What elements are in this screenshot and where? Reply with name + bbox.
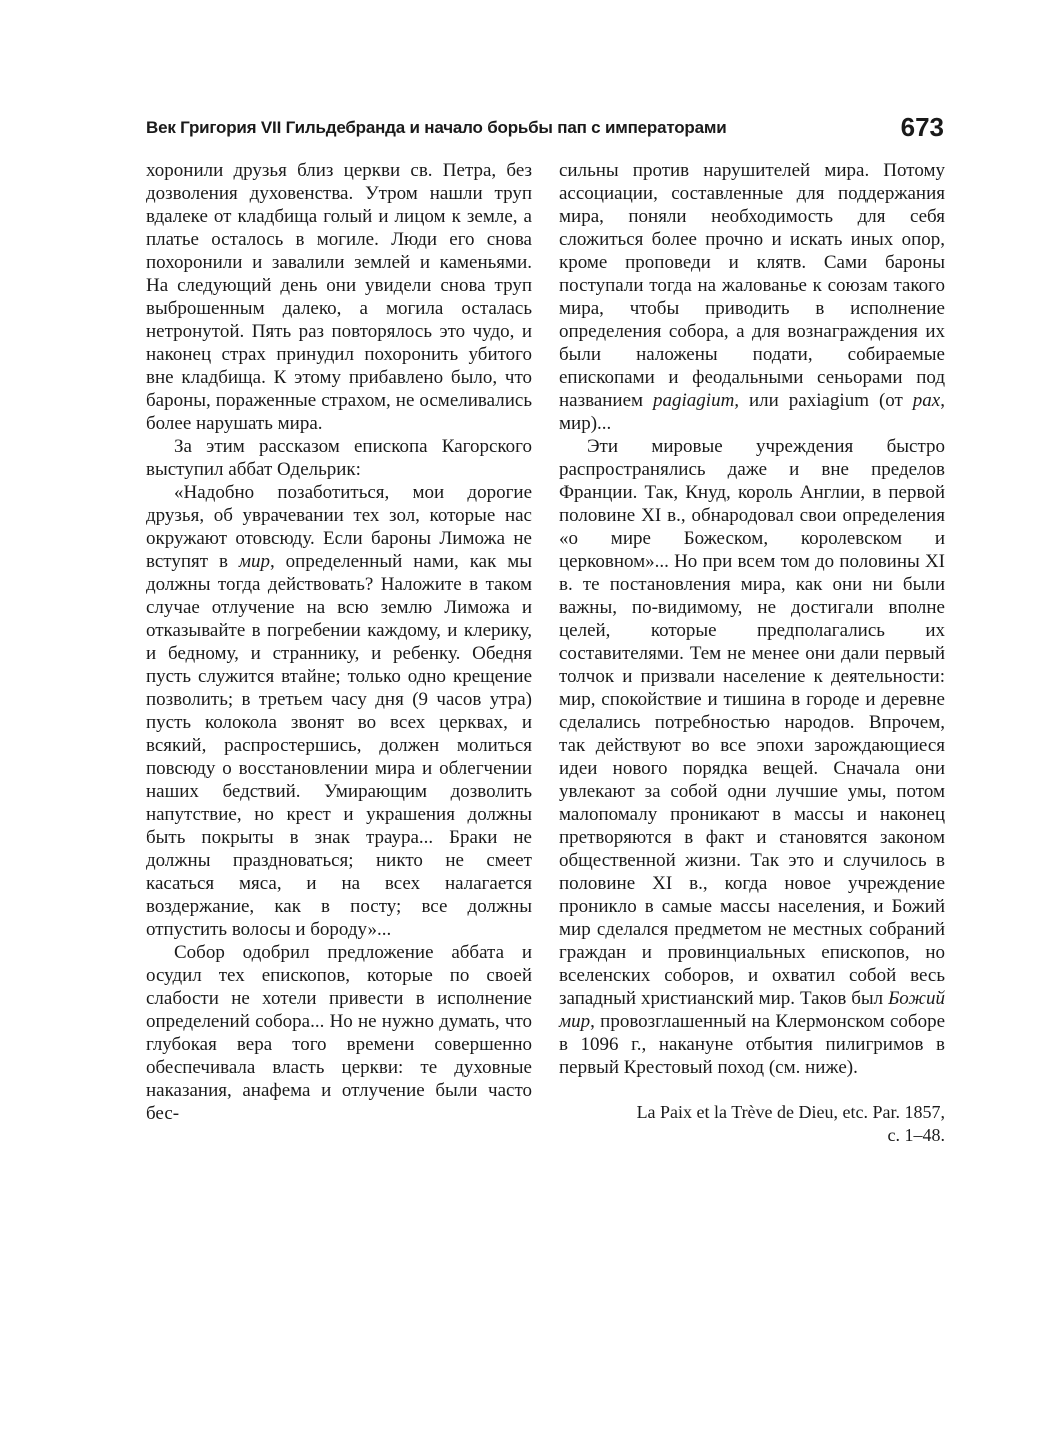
left-column (146, 159, 532, 1125)
citation-line: La Paix et la Trève de Dieu, etc. Par. 1857, (636, 1102, 945, 1122)
text-run: или paxiagium (от (739, 390, 913, 411)
page-number: 673 (900, 112, 944, 142)
right-column (559, 159, 945, 1147)
text-run: , провозглашенный на Клермонском соборе в 1096 г., накануне отбытия пилигримов в первый Крестовый поход (см. ниже). (559, 1011, 945, 1078)
source-citation (559, 1101, 945, 1147)
paragraph (559, 159, 945, 435)
paragraph: За этим рассказом епископа Кагорского выступил аббат Одельрик: (146, 436, 532, 480)
text-run: «Надобно позаботиться, мои дорогие друзья, об уврачевании тех зол, которые нас окружают отовсюду. Если бароны Лиможа не вступят в (146, 482, 532, 572)
running-header (146, 112, 944, 146)
italic-term: pax (912, 390, 941, 411)
paragraph: хоронили друзья близ церкви св. Петра, без дозволения духовенства. Утром нашли труп вдалеке от кладбища голый и лицом к земле, а платье осталось в могиле. Люди его снова похоронили и завалили землей и каменьями. На следующий день они увидели снова труп выброшенным далеко, а могила осталась нетронутой. Пять раз повторялось это чудо, и наконец страх принудил похоронить убитого вне кладбища. К этому прибавлено было, что бароны, пораженные страхом, не осмеливались более нарушать мира. (146, 160, 532, 434)
italic-term: Божий мир (559, 988, 945, 1032)
paragraph (559, 435, 945, 1079)
text-run: Эти мировые учреждения быстро распространялись даже и вне пределов Франции. Так, Кнуд, король Англии, в первой половине XI в., обнародовал свои определения «о мире Божеском, королевском и церковном»... Но при всем том до половины XI в. те постановления мира, как они ни были важны, по-видимому, не достигали вполне целей, которые предполагались их составителями. Тем не менее они дали первый толчок и призвали население к деятельности: мир, спокойствие и тишина в городе и деревне сделались потребностью народов. Впрочем, так действуют во все эпохи зарождающиеся идеи нового порядка вещей. Сначала они увлекают за собой одни лучшие умы, потом малопомалу проникают в массы и наконец претворяются в факт и становятся законом общественной жизни. Так это и случилось в половине XI в., когда новое учреждение проникло в самые массы населения, и Божий мир сделался предметом не местных собраний граждан и провинциальных епископов, но вселенских соборов, и охватил собой весь западный христианский мир. Таков был (559, 436, 945, 1009)
citation-line: с. 1–48. (887, 1125, 945, 1145)
text-run: сильны против нарушителей мира. Потому ассоциации, составленные для поддержания мира, поняли необходимость для себя сложиться более прочно и искать иных опор, кроме проповеди и клятв. Сами бароны поступали тогда на жалованье к союзам такого мира, чтобы приводить в исполнение определения собора, а для вознаграждения их были наложены подати, собираемые епископами и феодальными сеньорами под названием (559, 160, 945, 411)
paragraph: Собор одобрил предложение аббата и осудил тех епископов, которые по своей слабости не хотели привести в исполнение определений собора... Но не нужно думать, что глубокая вера того времени совершенно обеспечивала власть церкви: те духовные наказания, анафема и отлучение были часто бес- (146, 942, 532, 1124)
quote-paragraph (146, 481, 532, 941)
italic-term: мир (238, 551, 271, 572)
italic-term: pagiagium, (653, 390, 740, 411)
text-run: , определенный нами, как мы должны тогда действовать? Наложите в таком случае отлучение на всю землю Лиможа и отказывайте в погребении каждому, и клерику, и бедному, и страннику, и ребенку. Обедня пусть служится втайне; только одно крещение позволить; в третьем часу дня (9 часов утра) пусть колокола звонят во всех церквах, и всякий, распростершись, должен молиться повсюду о восстановлении мира и облегчении наших бедствий. Умирающим дозволить напутствие, но крест и украшения должны быть покрыты в знак траура... Браки не должны праздноваться; никто не смеет касаться мяса, и на всех налагается воздержание, как в посту; все должны отпустить волосы и бороду»... (146, 551, 533, 940)
text-run: , мир)... (559, 390, 945, 434)
running-header-title: Век Григория VII Гильдебранда и начало борьбы пап с императорами (146, 118, 727, 137)
